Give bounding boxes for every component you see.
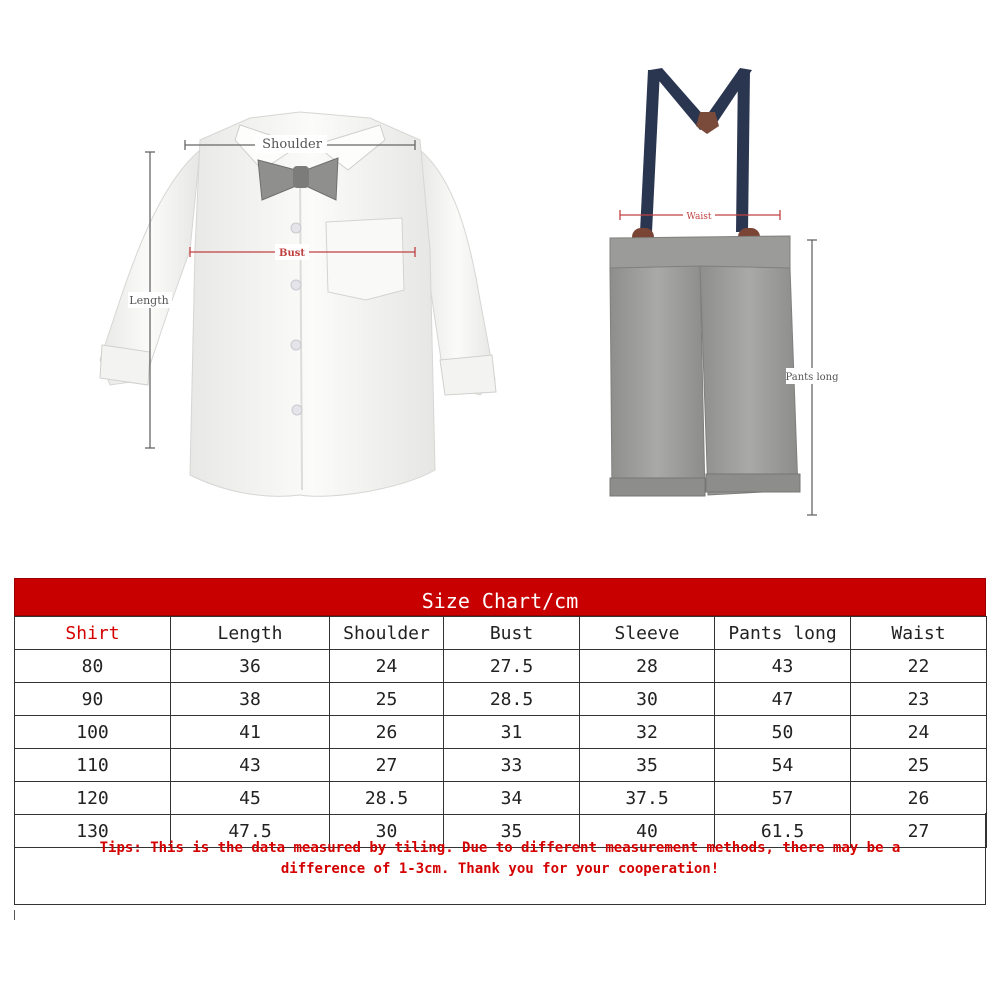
table-cell: 35: [444, 815, 580, 848]
column-header-waist: Waist: [851, 617, 987, 650]
table-cell: 40: [580, 815, 715, 848]
table-cell: 25: [851, 749, 987, 782]
table-cell: 33: [444, 749, 580, 782]
table-row: [15, 716, 987, 749]
column-header-bust: Bust: [444, 617, 580, 650]
table-cell: 28.5: [330, 782, 444, 815]
column-header-shirt: Shirt: [15, 617, 171, 650]
tips-line-2: difference of 1-3cm. Thank you for your cooperation!: [280, 860, 720, 877]
divider: [14, 910, 15, 920]
table-cell: 100: [15, 716, 171, 749]
tips-line-1: Tips: This is the data measured by tiling. Due to different measurement methods, there may be a: [99, 839, 901, 856]
table-cell: 24: [330, 650, 444, 683]
length-label: Length: [129, 294, 169, 307]
table-cell: 36: [171, 650, 330, 683]
column-header-pants-long: Pants long: [715, 617, 851, 650]
table-cell: 47.5: [171, 815, 330, 848]
table-cell: 28: [580, 650, 715, 683]
table-cell: 54: [715, 749, 851, 782]
bust-label: Bust: [279, 248, 305, 259]
table-cell: 47: [715, 683, 851, 716]
table-cell: 43: [171, 749, 330, 782]
table-cell: 25: [330, 683, 444, 716]
table-cell: 26: [851, 782, 987, 815]
table-cell: 50: [715, 716, 851, 749]
table-cell: 110: [15, 749, 171, 782]
table-cell: 90: [15, 683, 171, 716]
table-cell: 38: [171, 683, 330, 716]
table-cell: 41: [171, 716, 330, 749]
table-cell: 34: [444, 782, 580, 815]
table-row: [15, 749, 987, 782]
table-cell: 30: [330, 815, 444, 848]
table-cell: 27: [851, 815, 987, 848]
table-cell: 22: [851, 650, 987, 683]
size-chart: [14, 578, 986, 908]
table-cell: 30: [580, 683, 715, 716]
table-cell: 24: [851, 716, 987, 749]
table-cell: 80: [15, 650, 171, 683]
column-header-length: Length: [171, 617, 330, 650]
table-row: [15, 650, 987, 683]
table-cell: 43: [715, 650, 851, 683]
table-header-row: [15, 617, 987, 650]
table-cell: 31: [444, 716, 580, 749]
table-cell: 26: [330, 716, 444, 749]
column-header-sleeve: Sleeve: [580, 617, 715, 650]
table-cell: 61.5: [715, 815, 851, 848]
table-cell: 23: [851, 683, 987, 716]
table-cell: 37.5: [580, 782, 715, 815]
pants-image: [610, 68, 817, 515]
table-cell: 120: [15, 782, 171, 815]
table-cell: 28.5: [444, 683, 580, 716]
shoulder-label: Shoulder: [262, 137, 322, 152]
table-cell: 35: [580, 749, 715, 782]
table-row: [15, 683, 987, 716]
size-chart-title: Size Chart/cm: [14, 578, 986, 616]
column-header-shoulder: Shoulder: [330, 617, 444, 650]
table-cell: 45: [171, 782, 330, 815]
table-cell: 27.5: [444, 650, 580, 683]
table-row: [15, 782, 987, 815]
table-cell: 27: [330, 749, 444, 782]
waist-label: Waist: [686, 212, 712, 222]
tips-note: [14, 813, 986, 905]
table-cell: 32: [580, 716, 715, 749]
pants-long-label: Pants long: [785, 372, 839, 383]
table-cell: 130: [15, 815, 171, 848]
table-cell: 57: [715, 782, 851, 815]
